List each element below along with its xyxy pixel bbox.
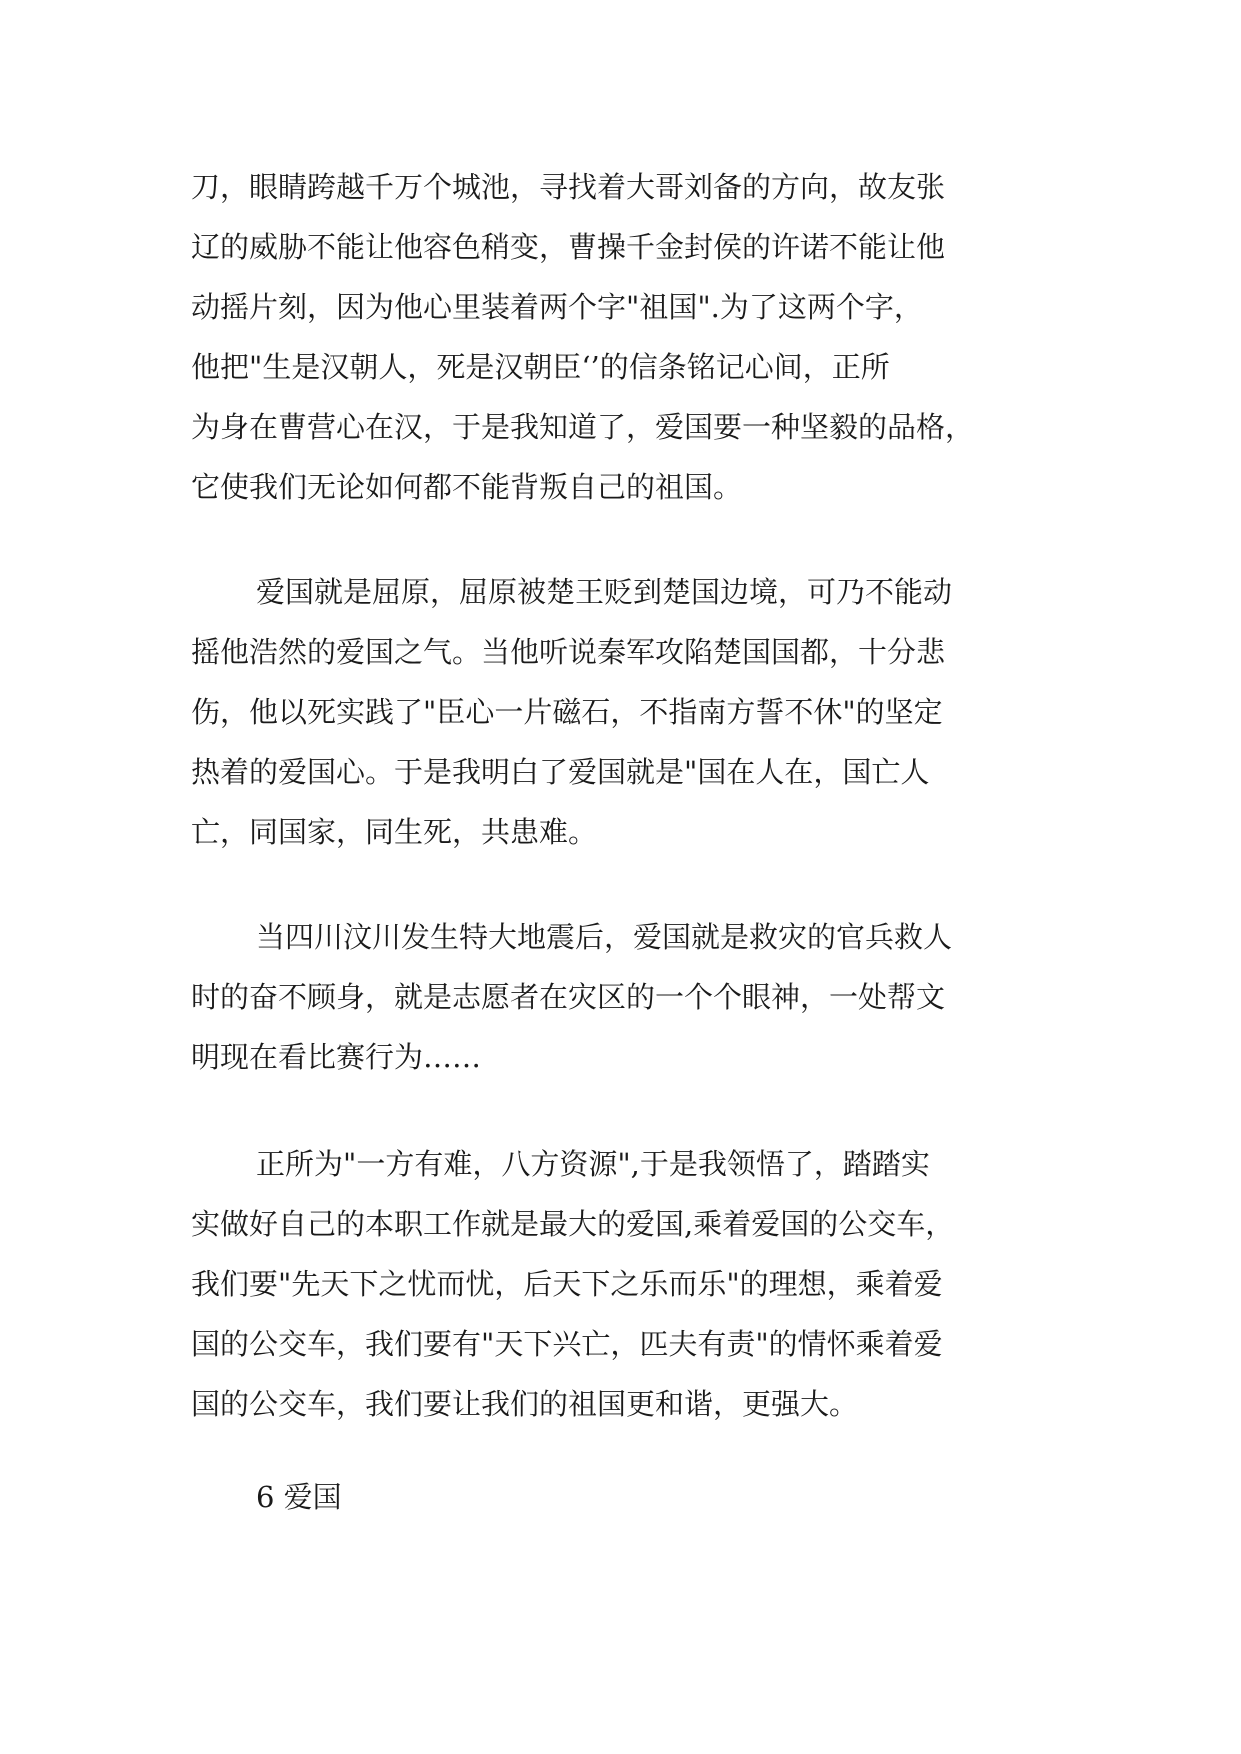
- paragraph-line: 我们要"先天下之忧而忧，后天下之乐而乐"的理想，乘着爱: [191, 1267, 943, 1301]
- paragraph-line: 亡，同国家，同生死，共患难。: [191, 815, 598, 849]
- paragraph-line: 时的奋不顾身，就是志愿者在灾区的一个个眼神，一处帮文: [191, 980, 946, 1014]
- paragraph-line: 为身在曹营心在汉，于是我知道了，爱国要一种坚毅的品格，: [191, 410, 975, 444]
- paragraph-qu-yuan: [191, 562, 1071, 862]
- paragraph-line: 摇他浩然的爱国之气。当他听说秦军攻陷楚国国都，十分悲: [191, 635, 946, 669]
- paragraph-line: 刀，眼睛跨越千万个城池，寻找着大哥刘备的方向，故友张: [191, 170, 946, 204]
- paragraph-line: 爱国就是屈原，屈原被楚王贬到楚国边境，可乃不能动: [256, 575, 953, 609]
- section-heading: 6 爱国: [256, 1480, 342, 1514]
- paragraph-line: 实做好自己的本职工作就是最大的爱国,乘着爱国的公交车，: [191, 1207, 955, 1241]
- section-heading-6: [191, 1467, 1071, 1527]
- paragraph-line: 热着的爱国心。于是我明白了爱国就是"国在人在，国亡人: [191, 755, 930, 789]
- paragraph-conclusion: [191, 1134, 1071, 1434]
- paragraph-line: 明现在看比赛行为……: [191, 1040, 482, 1074]
- paragraph-line: 国的公交车，我们要有"天下兴亡，匹夫有责"的情怀乘着爱: [191, 1327, 943, 1361]
- paragraph-line: 正所为"一方有难，八方资源",于是我领悟了，踏踏实: [256, 1147, 930, 1181]
- paragraph-line: 他把"生是汉朝人，死是汉朝臣‘’的信条铭记心间，正所: [191, 350, 890, 384]
- paragraph-line: 当四川汶川发生特大地震后，爱国就是救灾的官兵救人: [256, 920, 953, 954]
- paragraph-guan-yu: [191, 157, 1071, 517]
- paragraph-line: 动摇片刻，因为他心里装着两个字"祖国".为了这两个字，: [191, 290, 923, 324]
- paragraph-line: 伤，他以死实践了"臣心一片磁石，不指南方誓不休"的坚定: [191, 695, 943, 729]
- paragraph-wenchuan: [191, 907, 1071, 1087]
- paragraph-line: 它使我们无论如何都不能背叛自己的祖国。: [191, 470, 743, 504]
- paragraph-line: 辽的威胁不能让他容色稍变，曹操千金封侯的许诺不能让他: [191, 230, 946, 264]
- paragraph-line: 国的公交车，我们要让我们的祖国更和谐，更强大。: [191, 1387, 859, 1421]
